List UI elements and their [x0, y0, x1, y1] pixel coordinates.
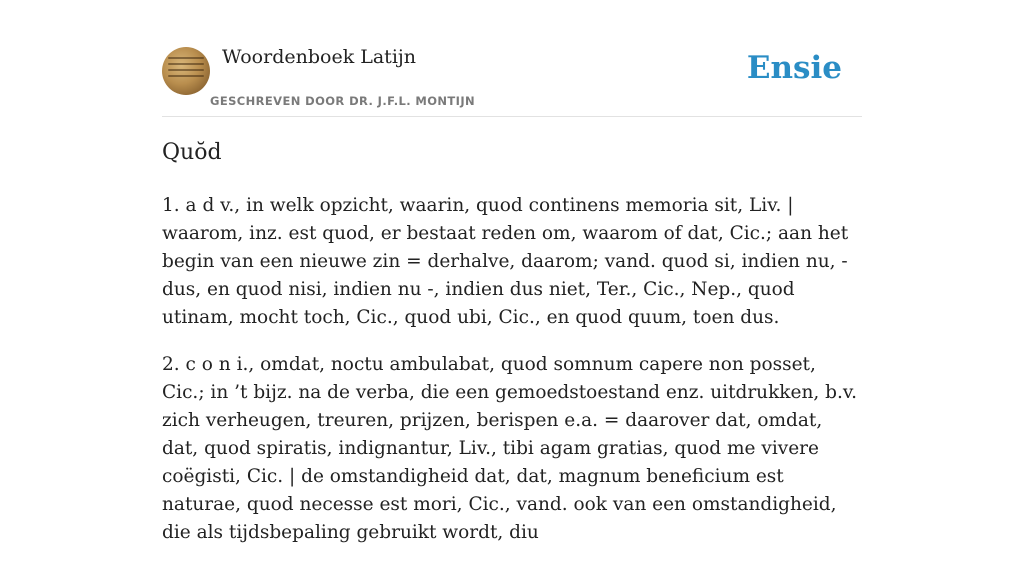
entry-paragraph-2: 2. c o n i., omdat, noctu ambulabat, quod somnum capere non posset, Cic.; in ’t bijz. na de verba, die een gemoedstoestand enz. uitdrukken, b.v. zich verheugen, treuren, prijzen, berispen e.a. = daarover dat, omdat, dat, quod spiratis, indignantur, Liv., tibi agam gratias, quod me vivere coëgisti, Cic. | de omstandigheid dat, dat, magnum beneficium est naturae, quod necesse est mori, Cic., vand. ook van een omstandigheid, die als tijdsbepaling gebruikt wordt, diu: [162, 354, 858, 543]
entry-paragraph-1: 1. a d v., in welk opzicht, waarin, quod continens memoria sit, Liv. | waarom, inz. est quod, er bestaat reden om, waarom of dat, Cic.; aan het begin van een nieuwe zin = derhalve, daarom; vand. quod si, indien nu, - dus, en quod nisi, indien nu -, indien dus niet, Ter., Cic., Nep., quod utinam, mocht toch, Cic., quod ubi, Cic., en quod quum, toen dus.: [162, 195, 849, 328]
page: [162, 0, 862, 543]
logo-inscription: [168, 57, 204, 85]
logo-line: [168, 57, 204, 59]
entry-body: [162, 192, 862, 566]
logo-line: [168, 75, 204, 77]
book-title-link[interactable]: Woordenboek Latijn: [222, 46, 417, 68]
entry-title: Quŏd: [162, 140, 222, 165]
logo-line: [168, 69, 204, 71]
author-line: GESCHREVEN DOOR DR. J.F.L. MONTIJN: [210, 94, 476, 108]
ensie-logo-link[interactable]: Ensie: [746, 50, 842, 86]
logo-line: [168, 63, 204, 65]
header: [162, 0, 862, 117]
coin-medallion-icon[interactable]: [162, 47, 210, 95]
